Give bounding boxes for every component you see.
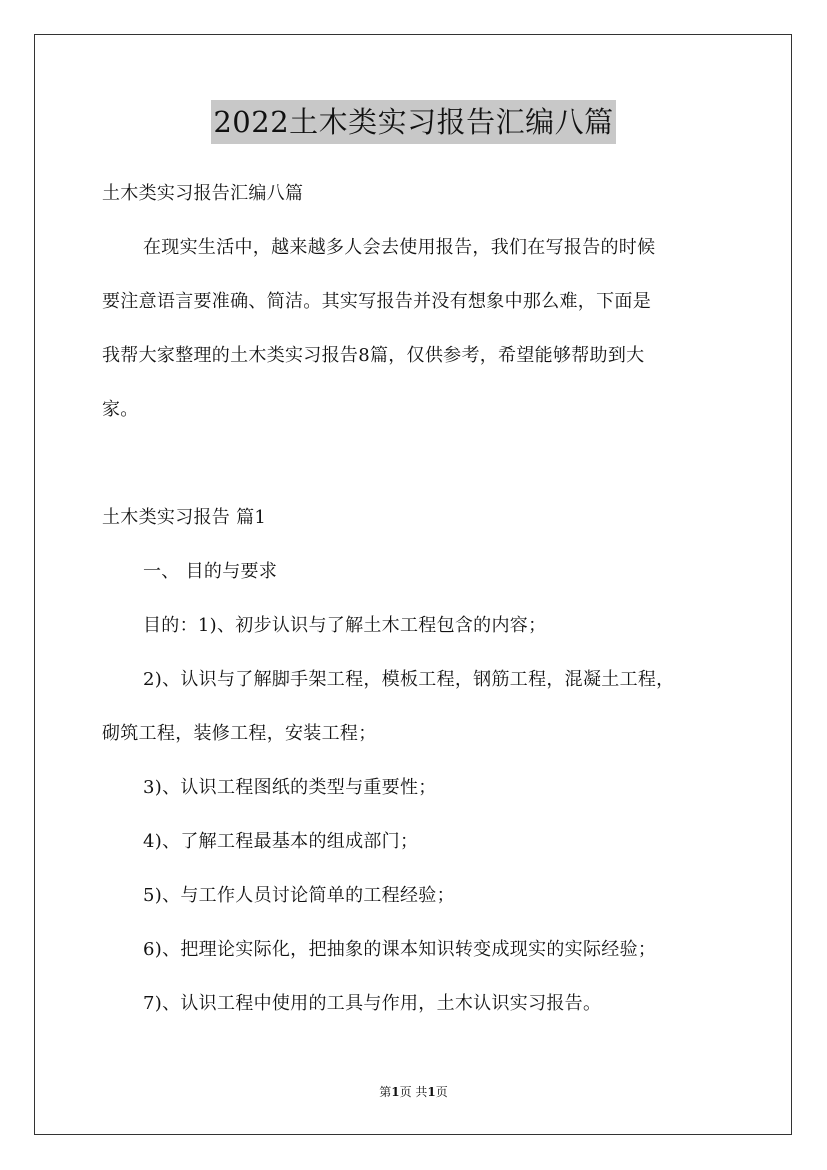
document-subtitle: 土木类实习报告汇编八篇 <box>102 183 304 204</box>
section-line: 5)、与工作人员讨论简单的工程经验； <box>143 885 455 906</box>
intro-line: 要注意语言要准确、简洁。其实写报告并没有想象中那么难，下面是 <box>102 291 651 312</box>
section-line: 7)、认识工程中使用的工具与作用，土木认识实习报告。 <box>143 993 602 1014</box>
section-line: 4)、了解工程最基本的组成部门； <box>143 831 419 852</box>
current-page-number: 1 <box>391 1085 400 1099</box>
total-page-number: 1 <box>427 1085 436 1099</box>
section-line: 砌筑工程，装修工程，安装工程； <box>102 723 377 744</box>
document-title: 2022土木类实习报告汇编八篇 <box>211 100 615 144</box>
section-heading: 土木类实习报告 篇1 <box>102 507 267 528</box>
section-line: 3)、认识工程图纸的类型与重要性； <box>143 777 437 798</box>
footer-suffix: 页 <box>435 1085 448 1099</box>
intro-line: 我帮大家整理的土木类实习报告8篇，仅供参考，希望能够帮助到大 <box>102 345 645 366</box>
section-line: 目的：1)、初步认识与了解土木工程包含的内容； <box>143 615 547 636</box>
intro-line: 家。 <box>102 399 139 420</box>
intro-line: 在现实生活中，越来越多人会去使用报告，我们在写报告的时候 <box>143 237 656 258</box>
page-footer <box>0 1084 827 1100</box>
section-line: 6)、把理论实际化，把抽象的课本知识转变成现实的实际经验； <box>143 939 657 960</box>
footer-mid: 页 共 <box>399 1085 428 1099</box>
title-container <box>0 100 827 144</box>
footer-prefix: 第 <box>379 1085 392 1099</box>
section-line: 2)、认识与了解脚手架工程，模板工程，钢筋工程，混凝土工程， <box>143 669 675 690</box>
section-line: 一、 目的与要求 <box>143 561 278 582</box>
